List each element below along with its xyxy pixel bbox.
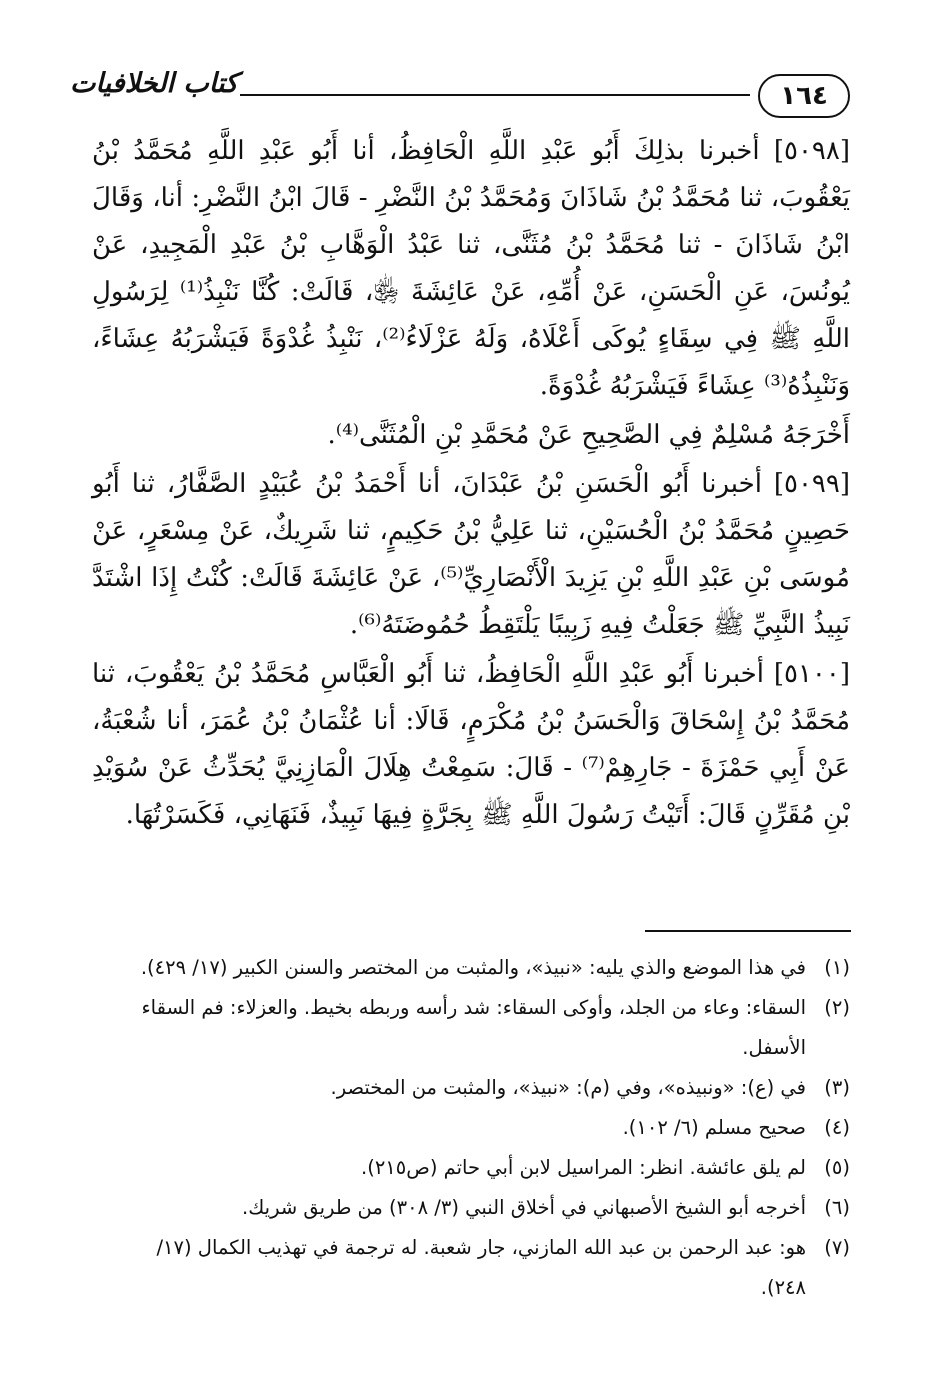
footnote [110,948,850,988]
footnote [110,1228,850,1308]
footnote-text: السقاء: وعاء من الجلد، وأوكى السقاء: شد رأسه وربطه بخيط. والعزلاء: فم السقاء الأسفل. [141,996,806,1059]
text-line: نَبِيذُ النَّبِيِّ ﷺ جَعَلْتُ فِيهِ زَبِيبًا يَلْتَقِطُ حُمُوضَتَهُ⁽⁶⁾. [349,610,850,640]
text-line: ﷺ فِي سِقَاءٍ يُوكَى أَعْلَاهُ، وَلَهُ عَزْلَاءُ⁽²⁾، نَنْبِذُ غُدْوَةً فَيَشْرَبُهُ عِشَاءً، وَنَنْبِذُهُ⁽³⁾ [92,324,850,401]
hadith-entry [92,651,850,839]
text-line: أَخْرَجَهُ مُسْلِمٌ فِي الصَّحِيحِ عَنْ مُحَمَّدِ بْنِ الْمُثَنَّى⁽⁴⁾. [327,420,850,450]
main-text [92,128,850,839]
footnote [110,988,850,1068]
takhrij-note [92,412,850,459]
text-line: ابْنُ شَاذَانَ - ثنا مُحَمَّدُ بْنُ مُثَنَّى، ثنا عَبْدُ الْوَهَّابِ بْنُ عَبْدِ الْمَجِيدِ، عَنْ [92,230,850,260]
text-line: حَصِينٍ مُحَمَّدُ بْنُ الْحُسَيْنِ، ثنا عَلِيُّ بْنُ حَكِيمٍ، ثنا شَرِيكٌ، عَنْ مِسْعَرٍ، عَنْ [92,516,850,546]
hadith-entry [92,128,850,410]
text-line: يُونُسَ، عَنِ الْحَسَنِ، عَنْ أُمِّهِ، عَنْ عَائِشَةَ ﵂، قَالَتْ: كُنَّا نَنْبِذُ⁽¹⁾ لِرَسُولِ اللَّهِ [92,277,850,354]
footnote-text: صحيح مسلم (٦/ ١٠٢). [622,1116,806,1139]
footnote-number: (٧) [824,1236,850,1259]
footnote-text: لم يلق عائشة. انظر: المراسيل لابن أبي حاتم (ص٢١٥). [361,1156,806,1179]
text-line: ثنا مُحَمَّدُ بْنُ إِسْحَاقَ وَالْحَسَنُ بْنُ مُكْرَمٍ، قَالَا: أنا عُثْمَانُ بْنُ عُمَرَ، أنا شُعْبَةُ، [92,659,850,736]
footnote-text: هو: عبد الرحمن بن عبد الله المازني، جار شعبة. له ترجمة في تهذيب الكمال (١٧/ ٢٤٨). [156,1236,806,1299]
footnote-separator [645,930,851,932]
footnotes [110,948,850,1308]
footnote-text: في (ع): «ونبيذه»، وفي (م): «نبيذ»، والمثبت من المختصر. [330,1076,806,1099]
text-line: سُوَيْدِ بْنِ مُقَرِّنٍ قَالَ: أَتَيْتُ رَسُولَ اللَّهِ ﷺ بِجَرَّةٍ فِيهَا نَبِيذٌ، فَنَهَانِي، فَكَسَرْتُهَا. [92,753,850,830]
footnote-text: أخرجه أبو الشيخ الأصبهاني في أخلاق النبي (٣/ ٣٠٨) من طريق شريك. [242,1196,806,1219]
footnote-number: (٢) [824,996,850,1019]
header-rule [240,94,750,96]
text-line: [٥١٠٠] أخبرنا أَبُو عَبْدِ اللَّهِ الْحَافِظُ، ثنا أَبُو الْعَبَّاسِ مُحَمَّدُ بْنُ يَعْقُوبَ، [124,659,850,689]
hadith-entry [92,461,850,649]
page-header [69,66,850,122]
text-line: [٥٠٩٨] أخبرنا بذلِكَ أَبُو عَبْدِ اللَّهِ الْحَافِظُ، أنا أَبُو عَبْدِ اللَّهِ مُحَمَّدُ بْنُ [92,136,850,166]
page-number: ١٦٤ [758,74,850,118]
footnote [110,1068,850,1108]
footnote-number: (١) [824,956,850,979]
footnote [110,1188,850,1228]
text-line: عَنْ أَبِي حَمْزَةَ - جَارِهِمْ⁽⁷⁾ - قَالَ: سَمِعْتُ هِلَالَ الْمَازِنِيَّ يُحَدِّثُ عَنْ [157,753,850,783]
footnote-number: (٣) [824,1076,850,1099]
text-line: عِشَاءً فَيَشْرَبُهُ غُدْوَةً. [539,371,756,401]
book-title: كتاب الخلافيات [69,68,238,99]
footnote [110,1108,850,1148]
text-line: [٥٠٩٩] أخبرنا أَبُو الْحَسَنِ بْنُ عَبْدَانَ، أنا أَحْمَدُ بْنُ عُبَيْدٍ الصَّفَّارُ، ثنا أَبُو [92,469,850,499]
text-line: مُوسَى بْنِ عَبْدِ اللَّهِ بْنِ يَزِيدَ الْأَنْصَارِيِّ⁽⁵⁾، عَنْ عَائِشَةَ قَالَتْ: كُنْتُ إِذَا اشْتَدَّ [92,563,850,593]
footnote-number: (٤) [824,1116,850,1139]
footnote-number: (٦) [824,1196,850,1219]
footnote-number: (٥) [824,1156,850,1179]
text-line: يَعْقُوبَ، ثنا مُحَمَّدُ بْنُ شَاذَانَ وَمُحَمَّدُ بْنُ النَّضْرِ - قَالَ ابْنُ النَّضْرِ: أنا، وَقَالَ [92,183,850,213]
footnote [110,1148,850,1188]
footnote-text: في هذا الموضع والذي يليه: «نبيذ»، والمثبت من المختصر والسنن الكبير (١٧/ ٤٢٩). [140,956,806,979]
